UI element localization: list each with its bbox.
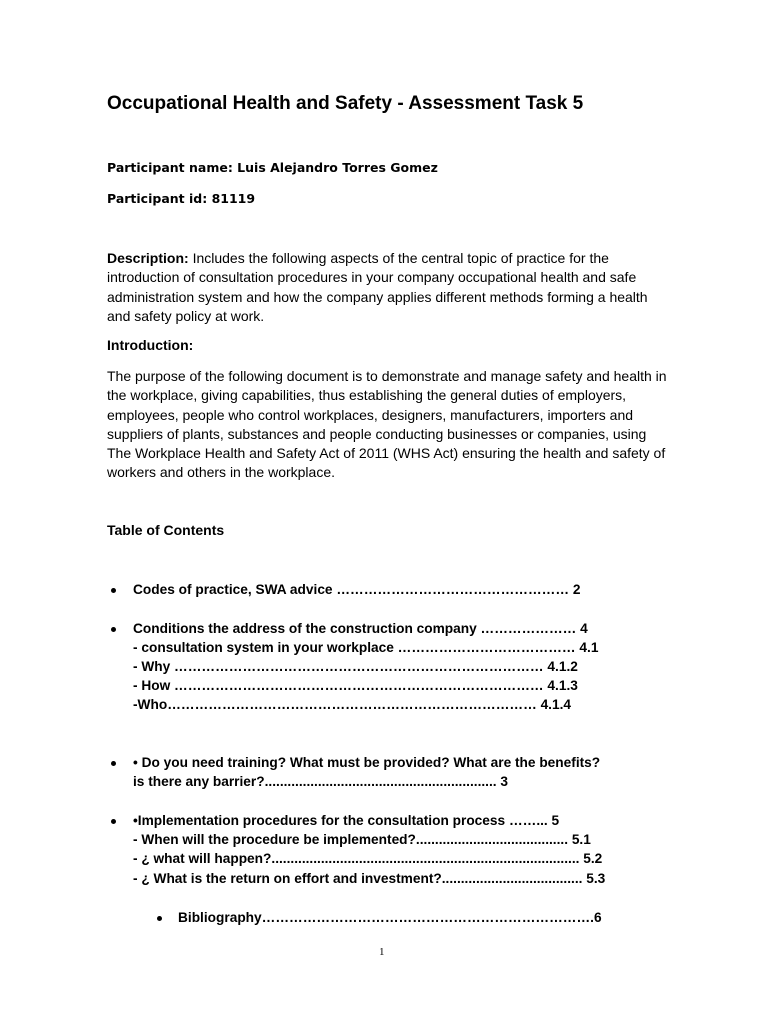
toc-entry-barrier: is there any barrier?............................................................. 3	[133, 774, 508, 789]
toc-entry-why: - Why ……………………………………………………………………… 4.1.2	[133, 659, 578, 674]
description-paragraph	[107, 249, 667, 326]
toc-entry-consultation-system: - consultation system in your workplace ………………………………… 4.1	[133, 640, 599, 655]
toc-entry-training: • Do you need training? What must be provided? What are the benefits?	[133, 755, 601, 770]
page-number: 1	[379, 946, 385, 958]
toc-bullet	[111, 819, 116, 824]
toc-entry-return-on-effort: - ¿ What is the return on effort and investment?..................................... 5.3	[133, 871, 606, 886]
toc-bullet	[111, 588, 116, 593]
toc-entry-how: - How ……………………………………………………………………… 4.1.3	[133, 678, 578, 693]
toc-entry-what-will-happen: - ¿ what will happen?................................................................................. 5.2	[133, 851, 603, 866]
toc-entry-implementation: •Implementation procedures for the consultation process ……... 5	[133, 813, 560, 828]
introduction-text: The purpose of the following document is to demonstrate and manage safety and health in the workplace, giving capabilities, thus establishing the general duties of employers, employees, people who control workplaces, designers, manufacturers, importers and suppliers of plants, substances and people conducting businesses or companies, using The Workplace Health and Safety Act of 2011 (WHS Act) ensuring the health and safety of workers and others in the workplace.	[107, 368, 667, 481]
document-title: Occupational Health and Safety - Assessment Task 5	[107, 93, 584, 114]
toc-bullet	[157, 916, 162, 921]
description-label: Description:	[107, 250, 189, 266]
toc-heading: Table of Contents	[107, 522, 225, 538]
toc-entry-bibliography: Bibliography……………………………………………………………….6	[178, 910, 602, 925]
participant-id: Participant id: 81119	[107, 191, 256, 206]
toc-entry-who: -Who……………………………………………………………………… 4.1.4	[133, 697, 572, 712]
toc-entry-codes-of-practice: Codes of practice, SWA advice …………………………………………… 2	[133, 582, 581, 597]
participant-name: Participant name: Luis Alejandro Torres Gomez	[107, 160, 438, 175]
description-text: Includes the following aspects of the central topic of practice for the introduction of consultation procedures in your company occupational health and safe administration system and how the company applies different methods forming a health and safety policy at work.	[107, 250, 648, 324]
introduction-heading: Introduction:	[107, 337, 194, 353]
toc-entry-conditions: Conditions the address of the construction company ………………… 4	[133, 621, 588, 636]
toc-entry-when: - When will the procedure be implemented?........................................ 5.1	[133, 832, 591, 847]
toc-bullet	[111, 761, 116, 766]
toc-bullet	[111, 627, 116, 632]
